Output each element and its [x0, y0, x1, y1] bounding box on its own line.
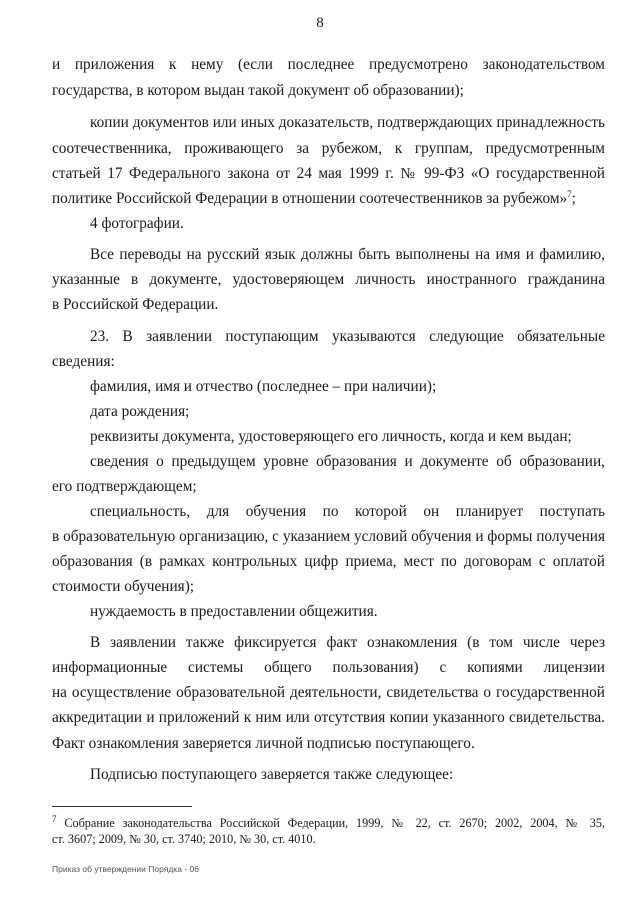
text-line: 4 фотографии.: [90, 215, 184, 232]
document-footer: Приказ об утверждении Порядка - 06: [52, 864, 199, 874]
text-line: на осуществление образовательной деятельности, свидетельства о государственной: [52, 684, 605, 701]
text-line: В заявлении также фиксируется факт ознакомления (в том числе через: [90, 634, 605, 651]
text-line: копии документов или иных доказательств, подтверждающих принадлежность: [90, 114, 605, 131]
text-line: 23. В заявлении поступающим указываются следующие обязательные: [90, 328, 605, 345]
text-line: сведения:: [52, 353, 115, 370]
text-line: указанные в документе, удостоверяющем личность иностранного гражданина: [52, 271, 605, 288]
text-line: аккредитации и приложений к ним или отсутствия копии указанного свидетельства.: [52, 709, 605, 726]
page-number: 8: [316, 15, 324, 31]
text-line: фамилия, имя и отчество (последнее – при наличии);: [90, 378, 437, 395]
footnote-line: [52, 813, 605, 831]
text-line: нуждаемость в предоставлении общежития.: [90, 603, 378, 620]
footnote-text: Собрание законодательства Российской Федерации, 1999, № 22, ст. 2670; 2002, 2004, № 35,: [64, 816, 605, 830]
text-line: соотечественника, проживающего за рубежом, к группам, предусмотренным: [52, 140, 605, 157]
text-line: информационные системы общего пользования) с копиями лицензии: [52, 659, 605, 676]
footnote-reference: 7: [567, 188, 572, 199]
text-line: реквизиты документа, удостоверяющего его личность, когда и кем выдан;: [90, 428, 572, 445]
text-line: Подписью поступающего заверяется также следующее:: [90, 766, 454, 783]
text-line: государства, в котором выдан такой документ об образовании);: [52, 82, 464, 99]
text-line: сведения о предыдущем уровне образования и документе об образовании,: [90, 453, 605, 470]
text-line: дата рождения;: [90, 403, 190, 420]
text-line: Факт ознакомления заверяется личной подписью поступающего.: [52, 735, 475, 752]
text-line: его подтверждающем;: [52, 478, 197, 495]
text-line: и приложения к нему (если последнее предусмотрено законодательством: [52, 56, 605, 73]
text-line-with-footnote-ref: [52, 189, 576, 209]
text-line: в образовательную организацию, с указанием условий обучения и формы получения: [52, 528, 605, 545]
text-line: в Российской Федерации.: [52, 296, 219, 313]
text-line: статьей 17 Федерального закона от 24 мая 1999 г. № 99-ФЗ «О государственной: [52, 165, 605, 182]
footnote-number: 7: [52, 813, 57, 824]
footnote-line: ст. 3607; 2009, № 30, ст. 3740; 2010, № 30, ст. 4010.: [52, 832, 316, 846]
footnote-divider: [52, 806, 192, 807]
text-line: стоимости обучения);: [52, 578, 195, 595]
text-line: образования (в рамках контрольных цифр приема, мест по договорам с оплатой: [52, 553, 605, 570]
text-segment: политике Российской Федерации в отношении соотечественников за рубежом»: [52, 190, 568, 207]
text-line: Все переводы на русский язык должны быть выполнены на имя и фамилию,: [90, 246, 605, 263]
text-line: специальность, для обучения по которой он планирует поступать: [90, 503, 605, 520]
text-segment: ;: [571, 190, 576, 207]
